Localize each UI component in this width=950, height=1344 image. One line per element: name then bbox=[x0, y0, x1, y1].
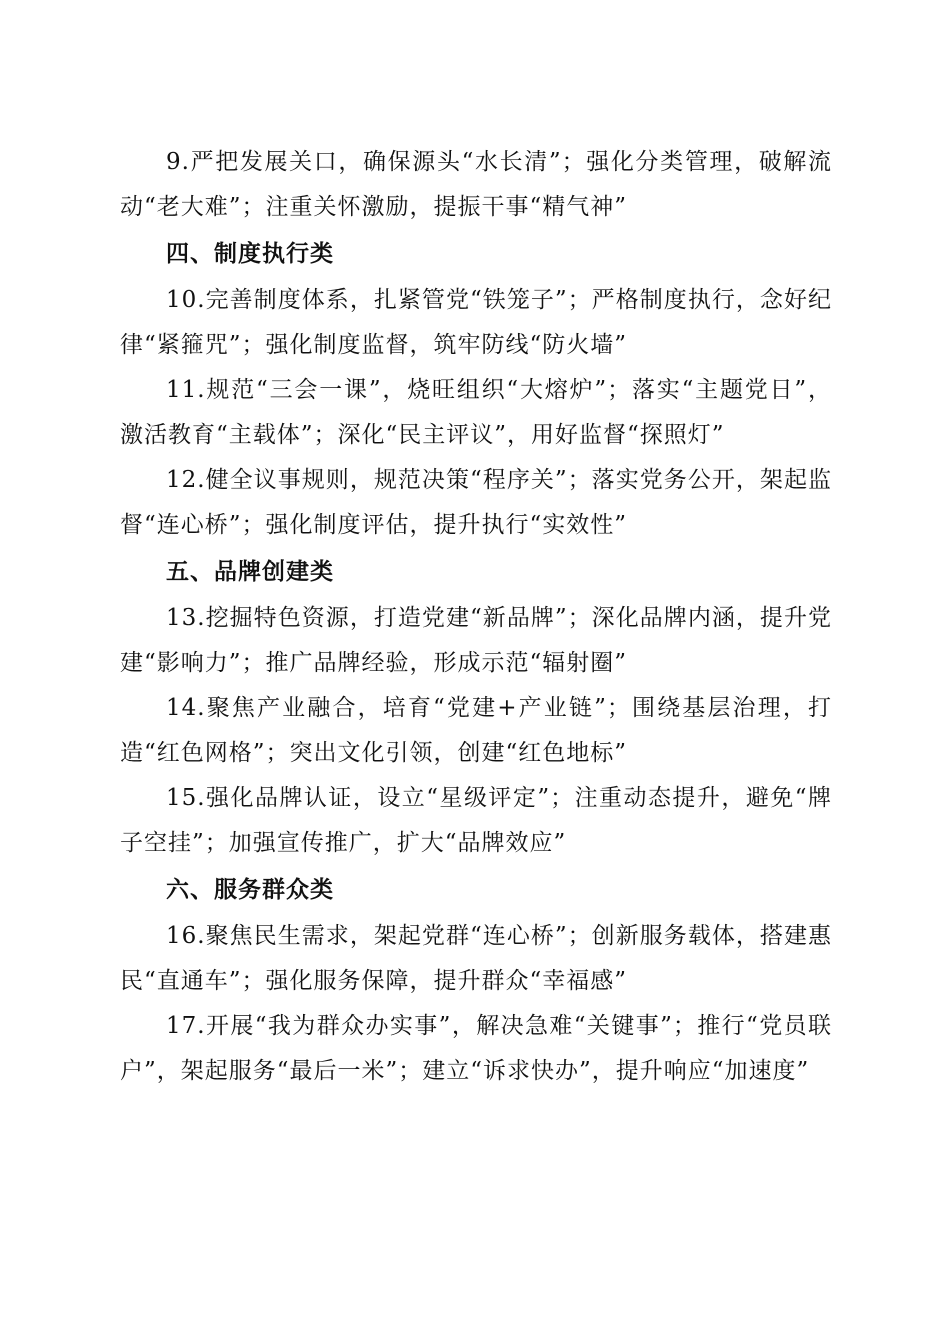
item-12: 12.健全议事规则，规范决策“程序关”；落实党务公开，架起监督“连心桥”；强化制度评估，提升执行“实效性” bbox=[120, 467, 832, 538]
item-13: 13.挖掘特色资源，打造党建“新品牌”；深化品牌内涵，提升党建“影响力”；推广品牌经验，形成示范“辐射圈” bbox=[120, 605, 832, 676]
item-17: 17.开展“我为群众办实事”，解决急难“关键事”；推行“党员联户”，架起服务“最后一米”；建立“诉求快办”，提升响应“加速度” bbox=[120, 1013, 832, 1084]
item-15: 15.强化品牌认证，设立“星级评定”；注重动态提升，避免“牌子空挂”；加强宣传推广，扩大“品牌效应” bbox=[120, 785, 832, 856]
section-4-heading: 四、制度执行类 bbox=[166, 241, 334, 267]
item-14: 14.聚焦产业融合，培育“党建+产业链”；围绕基层治理，打造“红色网格”；突出文化引领，创建“红色地标” bbox=[120, 695, 832, 766]
item-11: 11.规范“三会一课”，烧旺组织“大熔炉”；落实“主题党日”，激活教育“主载体”；深化“民主评议”，用好监督“探照灯” bbox=[120, 377, 832, 448]
item-9: 9.严把发展关口，确保源头“水长清”；强化分类管理，破解流动“老大难”；注重关怀激励，提振干事“精气神” bbox=[120, 149, 832, 220]
section-6-heading: 六、服务群众类 bbox=[166, 877, 334, 903]
item-10: 10.完善制度体系，扎紧管党“铁笼子”；严格制度执行，念好纪律“紧箍咒”；强化制度监督，筑牢防线“防火墙” bbox=[120, 287, 832, 358]
item-16: 16.聚焦民生需求，架起党群“连心桥”；创新服务载体，搭建惠民“直通车”；强化服务保障，提升群众“幸福感” bbox=[120, 923, 832, 994]
section-5-heading: 五、品牌创建类 bbox=[166, 559, 334, 585]
document-body bbox=[120, 140, 832, 1094]
